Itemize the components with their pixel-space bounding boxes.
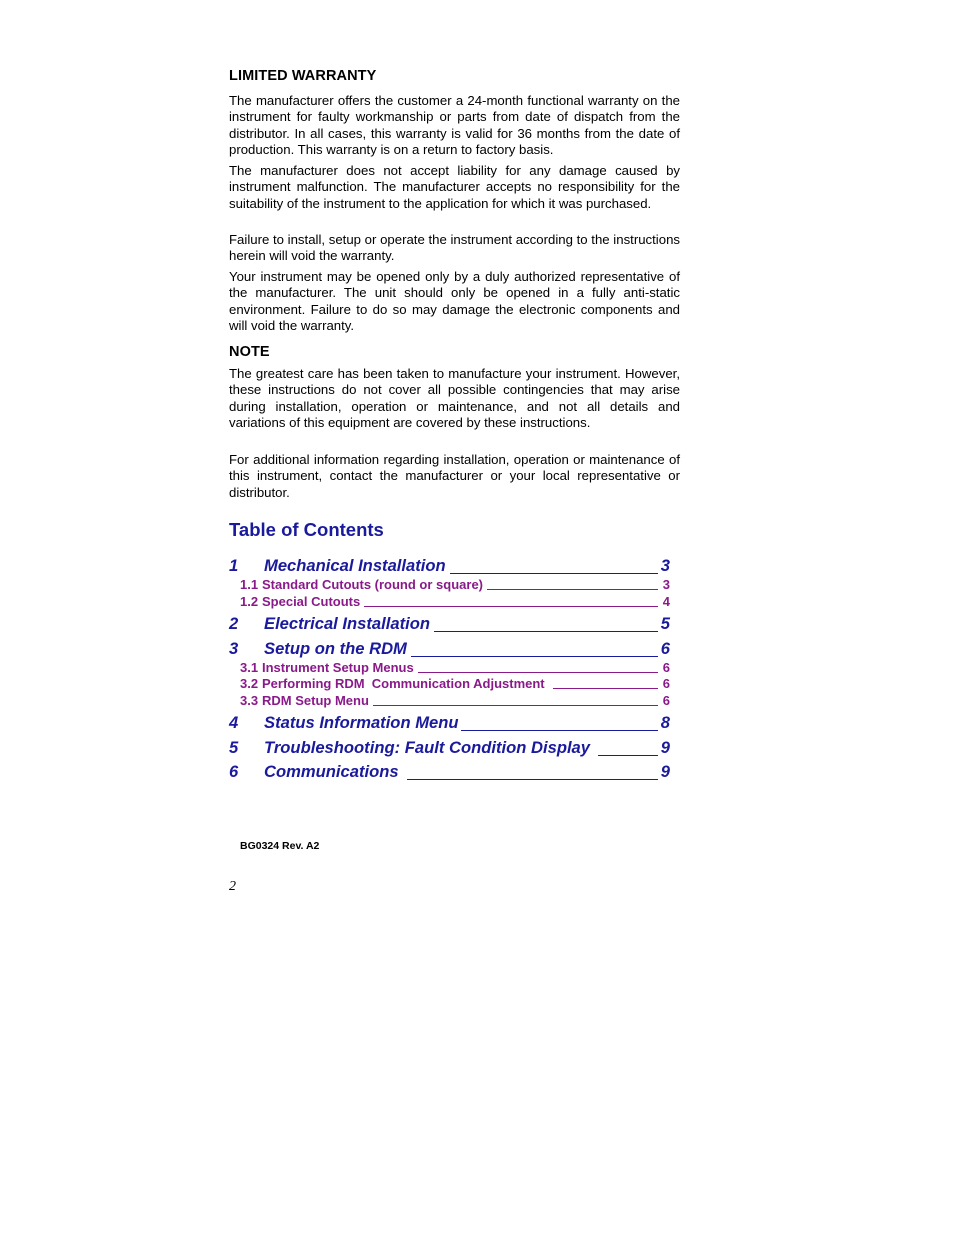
toc-leader-line [418, 672, 658, 673]
toc-entry-page: 6 [662, 693, 670, 708]
note-paragraph-2: For additional information regarding installation, operation or maintenance of this instrument, contact the manufacturer or your local representative or distributor. [229, 452, 680, 500]
toc-entry-label: Standard Cutouts (round or square) [262, 577, 483, 592]
toc-leader-line [487, 589, 658, 590]
toc-entry-number: 1.2 [240, 594, 259, 609]
toc-entry-1[interactable] [229, 556, 670, 576]
toc-leader-line [411, 656, 658, 657]
toc-entry-page: 9 [660, 762, 670, 781]
toc-leader-line [407, 779, 658, 780]
toc-entry-3-2[interactable] [229, 675, 670, 691]
page-number: 2 [229, 879, 236, 894]
note-paragraph-1: The greatest care has been taken to manufacture your instrument. However, these instructions do not cover all possible contingencies that may arise during installation, operation or maintenance, and not all details and variations of this equipment are covered by these instructions. [229, 366, 680, 431]
note-heading: NOTE [229, 344, 270, 360]
toc-entry-number: 3.1 [240, 660, 259, 675]
toc-entry-label: Status Information Menu [264, 713, 459, 732]
toc-entry-number: 3.3 [240, 693, 259, 708]
warranty-paragraph-3: Failure to install, setup or operate the instrument according to the instructions herein will void the warranty. [229, 232, 680, 264]
toc-entry-page: 8 [660, 713, 670, 732]
toc-entry-page: 3 [662, 577, 670, 592]
warranty-paragraph-2: The manufacturer does not accept liability for any damage caused by instrument malfunction. The manufacturer accepts no responsibility for the suitability of the instrument to the application for which it was purchased. [229, 163, 680, 211]
toc-leader-line [461, 730, 658, 731]
warranty-heading: LIMITED WARRANTY [229, 68, 377, 84]
toc-leader-line [450, 573, 658, 574]
toc-leader-line [434, 631, 658, 632]
toc-entry-1-1[interactable] [229, 576, 670, 592]
toc-title: Table of Contents [229, 519, 384, 540]
warranty-paragraph-1: The manufacturer offers the customer a 24-month functional warranty on the instrument for faulty workmanship or parts from date of dispatch from the distributor. In all cases, this warranty is valid for 36 months from the date of production. This warranty is on a return to factory basis. [229, 93, 680, 158]
toc-entry-label: RDM Setup Menu [262, 693, 369, 708]
toc-entry-page: 6 [660, 639, 670, 658]
toc-entry-label: Mechanical Installation [264, 556, 446, 575]
toc-entry-label: Electrical Installation [264, 614, 430, 633]
toc-entry-1-2[interactable] [229, 593, 670, 609]
warranty-paragraph-4: Your instrument may be opened only by a duly authorized representative of the manufacturer. The unit should only be opened in a fully anti-static environment. Failure to do so may damage the electronic components and will void the warranty. [229, 269, 680, 334]
toc-entry-label: Troubleshooting: Fault Condition Display [264, 738, 591, 757]
toc-entry-number: 5 [229, 738, 239, 757]
toc-entry-label: Communications [264, 762, 399, 781]
document-code: BG0324 Rev. A2 [240, 840, 320, 852]
toc-leader-line [364, 606, 658, 607]
toc-entry-4[interactable] [229, 713, 670, 733]
toc-entry-page: 4 [662, 594, 670, 609]
toc-entry-3-3[interactable] [229, 692, 670, 708]
toc-entry-label: Performing RDM Communication Adjustment [262, 676, 545, 691]
toc-entry-page: 3 [660, 556, 670, 575]
toc-entry-label: Special Cutouts [262, 594, 361, 609]
toc-entry-label: Instrument Setup Menus [262, 660, 414, 675]
toc-entry-3[interactable] [229, 639, 670, 659]
toc-entry-number: 1 [229, 556, 239, 575]
toc-entry-number: 3 [229, 639, 239, 658]
toc-entry-number: 4 [229, 713, 239, 732]
toc-leader-line [373, 705, 658, 706]
toc-entry-number: 6 [229, 762, 239, 781]
toc-entry-number: 1.1 [240, 577, 259, 592]
toc-entry-6[interactable] [229, 762, 670, 782]
toc-entry-number: 2 [229, 614, 239, 633]
toc-entry-page: 9 [660, 738, 670, 757]
toc-entry-page: 6 [662, 676, 670, 691]
toc-leader-line [598, 755, 658, 756]
toc-entry-3-1[interactable] [229, 659, 670, 675]
toc-entry-label: Setup on the RDM [264, 639, 407, 658]
toc-entry-5[interactable] [229, 738, 670, 758]
toc-entry-page: 6 [662, 660, 670, 675]
toc-entry-number: 3.2 [240, 676, 259, 691]
toc-leader-line [553, 688, 658, 689]
toc-entry-page: 5 [660, 614, 670, 633]
toc-entry-2[interactable] [229, 614, 670, 634]
